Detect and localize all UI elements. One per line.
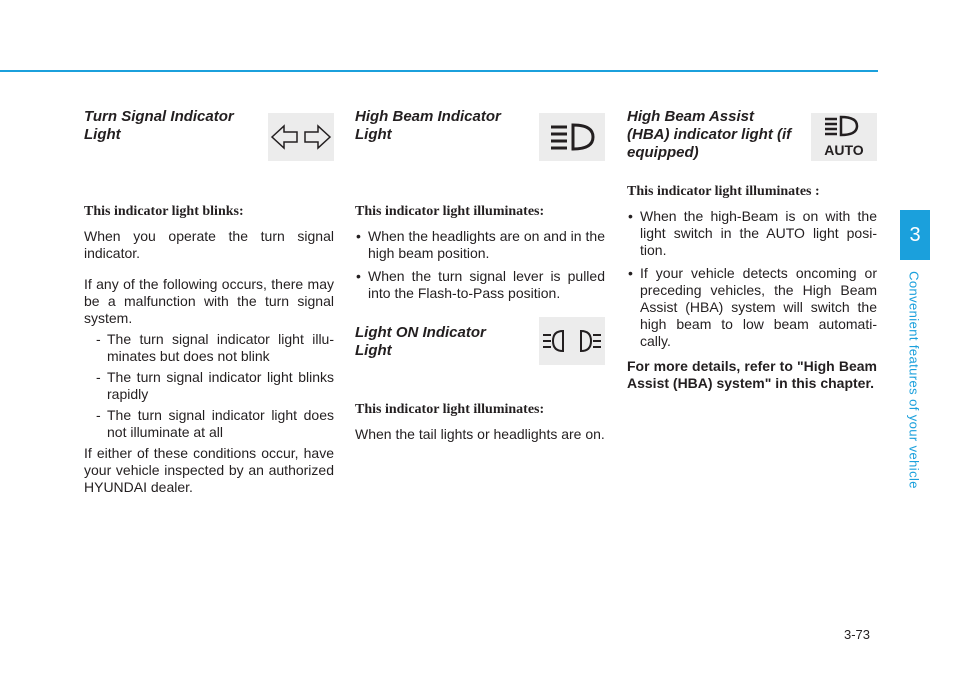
list-item: • When the turn signal lever is pulled into the Flash-to-Pass position.	[355, 268, 605, 302]
section-title-high-beam: High Beam Indicator Light	[355, 108, 501, 143]
list-item: • When the headlights are on and in the high beam position.	[355, 228, 605, 262]
heading-illuminates-2: This indicator light illuminates:	[355, 402, 545, 417]
paragraph-more-details: For more details, refer to "High Beam Assist (HBA) system" in this chapter.	[627, 358, 877, 391]
paragraph-operate: When you operate the turn signal indicator.	[84, 228, 334, 261]
column-high-beam	[355, 108, 605, 457]
column-hba	[627, 108, 877, 406]
top-rule	[0, 70, 878, 72]
section-title-hba: High Beam Assist (HBA) indicator light (if equipped)	[627, 108, 792, 161]
chapter-tab	[900, 210, 930, 260]
chapter-side-title	[902, 265, 926, 495]
list-item: • If your vehicle detects oncoming or preceding vehicles, the High Beam Assist (HBA) system will switch the high beam to low beam automati-cally.	[627, 265, 877, 350]
hba-list	[627, 208, 877, 350]
paragraph-dealer: If either of these conditions occur, have your vehicle inspected by an authorized HYUNDAI dealer.	[84, 445, 334, 495]
column-turn-signal	[84, 108, 334, 510]
chapter-title-text: Convenient features of your vehicle	[906, 271, 922, 489]
high-beam-list	[355, 228, 605, 302]
list-item: • When the high-Beam is on with the light switch in the AUTO light posi-tion.	[627, 208, 877, 259]
malfunction-list	[84, 331, 334, 441]
list-item: - The turn signal indicator light does not illuminate at all	[84, 407, 334, 441]
paragraph-tail-lights: When the tail lights or headlights are on.	[355, 426, 605, 442]
hba-auto-icon	[811, 113, 877, 161]
high-beam-icon	[539, 113, 605, 161]
heading-blinks: This indicator light blinks:	[84, 204, 244, 219]
turn-signal-arrows-icon	[268, 113, 334, 161]
list-item: - The turn signal indicator light blinks rapidly	[84, 369, 334, 403]
section-title-turn-signal: Turn Signal Indicator Light	[84, 108, 234, 143]
section-title-light-on: Light ON Indicator Light	[355, 324, 486, 359]
chapter-number: 3	[909, 223, 921, 246]
light-on-icon	[539, 317, 605, 365]
heading-illuminates: This indicator light illuminates:	[355, 204, 545, 219]
list-item: - The turn signal indicator light illu-minates but does not blink	[84, 331, 334, 365]
paragraph-malfunction: If any of the following occurs, there may be a malfunction with the turn signal system.	[84, 276, 334, 326]
heading-illuminates-hba: This indicator light illuminates :	[627, 184, 820, 199]
page-number: 3-73	[844, 627, 871, 642]
auto-label: AUTO	[824, 142, 864, 158]
